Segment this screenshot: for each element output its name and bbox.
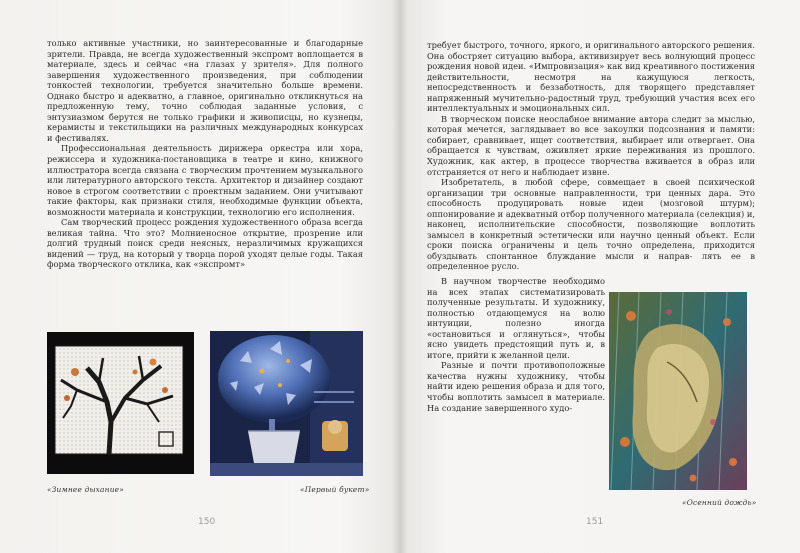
right-paragraph-4: В научном творчестве необходимо на всех этапах систематизировать полученные результаты. И художнику, полностью отдающемуся на волю интуиции, полезно иногда «остановиться и оглянуться», чтобы ясно увидеть предстоящий путь и, в итоге, прийти к желанной цели. [427,276,605,360]
caption-autumn-rain: «Осенний дождь» [682,498,757,507]
right-paragraph-5: Разные и почти противоположные качества нужны художнику, чтобы найти идею решения образа и для того, чтобы воплотить замысел в материале. На создание завершенного худо- [427,360,605,413]
photo-first-bouquet [210,331,363,476]
left-paragraph-2: Профессиональная деятельность дирижера оркестра или хора, режиссера и художника-постановщика в театре и кино, книжного иллюстратора всегда связана с творческим прочтением музыкального или литературного авторского текста. Архитектор и дизайнер создают новое в строгом соответствии с проектным заданием. Они учитывают такие факторы, как признаки стиля, необходимые функции объекта, возможности материала и конструкции, технологию его исполнения. [47,143,363,217]
caption-winter-breath: «Зимнее дыхание» [47,485,124,494]
winter-tree-tapestry-image [47,332,194,474]
page-number-right: 151 [586,517,604,527]
left-page-text [47,38,363,270]
left-paragraph-3: Сам творческий процесс рождения художественного образа всегда великая тайна. Что это? Молниеносное открытие, прозрение или долгий трудный поиск среди неясных, неразличимых кружащихся видений — труд, на который у творца порой уходят целые годы. Такая форма творческого отклика, как «экспромт» [47,217,363,270]
right-page-text-top [427,40,755,272]
blue-bouquet-tapestry-image [210,331,363,476]
right-paragraph-3: Изобретатель, в любой сфере, совмещает в своей психической организации три основные направленности, три ценных дара. Это способность продуцировать новые идеи (мозговой штурм); оппонирование и адекватный отбор полученного материала (селекция) и, наконец, исполнительские способности, позволяющие воплотить замысел в конкретный эстетически или научно ценный объект. Если сроки поиска ограничены и цель точно определена, приходится обуздывать спонтанное блуждание мысли и направ- лять ее в определенное русло. [427,177,755,272]
right-paragraph-1: требует быстрого, точного, яркого, и оригинального авторского решения. Она обостряет ситуацию выбора, активизирует весь волнующий процесс рождения новой идеи. «Импровизация» как вид креативного постижения действительности, несмотря на кажущуюся легкость, непосредственность и беззаботность, для творящего представляет напряженный мучительно-радостный труд, требующий участия всех его интеллектуальных и эмоциональных сил. [427,40,755,114]
photo-autumn-rain [609,292,747,490]
page-number-left: 150 [198,517,216,527]
autumn-rain-tapestry-image [609,292,747,490]
caption-first-bouquet: «Первый букет» [300,485,370,494]
right-paragraph-2: В творческом поиске неослабное внимание автора следит за мыслью, которая мечется, заглядывает во все закоулки подсознания и памяти: собирает, сравнивает, ищет соответствия, выбирает или отвергает. Она обращается к чувствам, оживляет яркие переживания из прошлого. Художник, как актер, в процессе творчества вживается в образ или отстраняется от него и наблюдает извне. [427,113,755,177]
photo-winter-breath [47,332,194,474]
right-page-text-column [427,276,605,413]
left-paragraph-1: только активные участники, но заинтересованные и благодарные зрители. Правда, не всегда художественный экспромт воплощается в материале, здесь и сейчас «на глазах у зрителя». Для полного завершения художественного произведения, при соблюдении тонкостей технологии, требуется значительно больше времени. Однако быстро и адекватно, а главное, оригинально откликнуться на предложенную тему, точно соблюдая заданные условия, с энтузиазмом берутся не только графики и живописцы, но кузнецы, керамисты и текстильщики на различных международных конкурсах и фестивалях. [47,38,363,143]
book-gutter [392,0,408,553]
